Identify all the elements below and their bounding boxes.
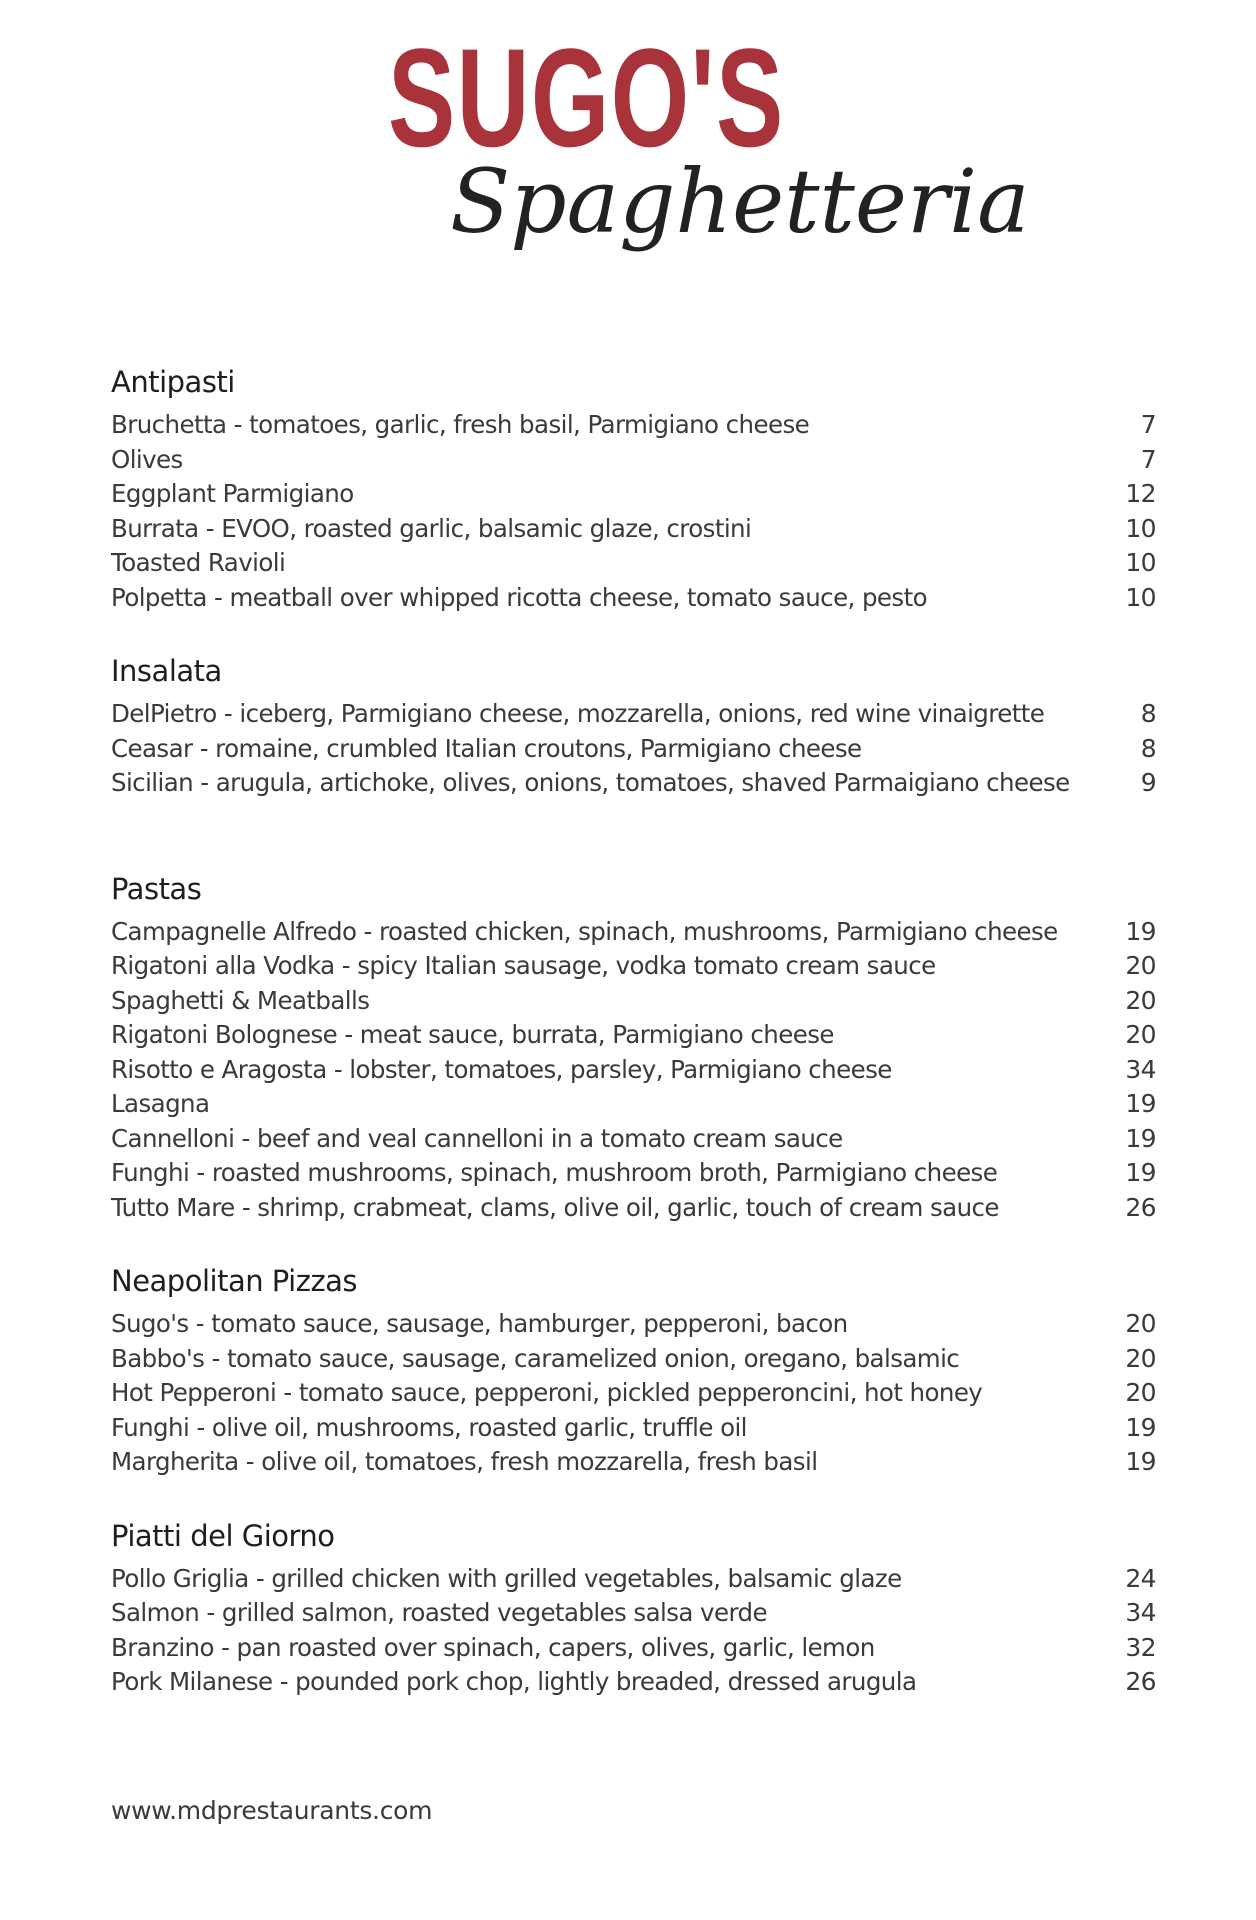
item-description: Burrata - EVOO, roasted garlic, balsamic glaze, crostini (111, 513, 752, 543)
item-price: 9 (1140, 768, 1156, 797)
item-description: Rigatoni Bolognese - meat sauce, burrata, Parmigiano cheese (111, 1020, 834, 1049)
section-spacer (111, 615, 1156, 645)
menu-item (111, 512, 1156, 547)
item-description: Spaghetti & Meatballs (111, 985, 370, 1015)
menu-item (111, 732, 1156, 767)
item-list (111, 1562, 1156, 1700)
item-price: 20 (1125, 1309, 1156, 1338)
menu-item (111, 1018, 1156, 1053)
item-list (111, 1307, 1156, 1480)
section-insalata (111, 645, 1156, 801)
item-price: 32 (1125, 1632, 1156, 1662)
item-price: 20 (1125, 951, 1156, 980)
item-price: 20 (1125, 1378, 1156, 1407)
menu-item (111, 915, 1156, 950)
item-description: Babbo's - tomato sauce, sausage, caramelized onion, oregano, balsamic (111, 1343, 960, 1373)
item-description: Sicilian - arugula, artichoke, olives, onions, tomatoes, shaved Parmaigiano cheese (111, 768, 1070, 797)
menu-item (111, 1156, 1156, 1191)
section-title: Pastas (111, 871, 202, 906)
restaurant-logo (380, 19, 1030, 272)
section-title: Piatti del Giorno (111, 1518, 335, 1553)
item-description: Branzino - pan roasted over spinach, capers, olives, garlic, lemon (111, 1632, 875, 1662)
section-spacer (111, 801, 1156, 863)
menu-item (111, 949, 1156, 984)
item-description: Pork Milanese - pounded pork chop, lightly breaded, dressed arugula (111, 1667, 917, 1696)
menu-item (111, 1342, 1156, 1377)
item-description: Campagnelle Alfredo - roasted chicken, spinach, mushrooms, Parmigiano cheese (111, 916, 1058, 946)
item-price: 26 (1125, 1192, 1156, 1222)
item-description: Cannelloni - beef and veal cannelloni in a tomato cream sauce (111, 1123, 843, 1153)
section-title: Insalata (111, 654, 222, 688)
item-description: Funghi - olive oil, mushrooms, roasted garlic, truffle oil (111, 1412, 747, 1442)
item-price: 7 (1140, 410, 1156, 439)
item-price: 26 (1125, 1667, 1156, 1696)
item-description: Pollo Griglia - grilled chicken with grilled vegetables, balsamic glaze (111, 1563, 902, 1593)
item-description: Toasted Ravioli (111, 548, 286, 577)
item-price: 19 (1125, 1412, 1156, 1442)
menu-item (111, 1191, 1156, 1226)
item-description: Salmon - grilled salmon, roasted vegetables salsa verde (111, 1598, 767, 1627)
item-description: Margherita - olive oil, tomatoes, fresh mozzarella, fresh basil (111, 1447, 818, 1476)
item-description: Funghi - roasted mushrooms, spinach, mushroom broth, Parmigiano cheese (111, 1158, 998, 1187)
menu-item (111, 581, 1156, 616)
menu-item (111, 1087, 1156, 1122)
section-pastas (111, 863, 1156, 1226)
menu-item (111, 984, 1156, 1019)
item-price: 10 (1125, 548, 1156, 577)
menu-item (111, 1053, 1156, 1088)
menu-item (111, 1596, 1156, 1631)
menu-item (111, 766, 1156, 801)
menu-item (111, 408, 1156, 443)
section-title: Neapolitan Pizzas (111, 1264, 358, 1298)
item-price: 8 (1140, 733, 1156, 763)
item-description: Risotto e Aragosta - lobster, tomatoes, parsley, Parmigiano cheese (111, 1054, 892, 1084)
item-description: Eggplant Parmigiano (111, 479, 354, 508)
section-piatti-del-giorno (111, 1510, 1156, 1700)
item-description: Bruchetta - tomatoes, garlic, fresh basil, Parmigiano cheese (111, 410, 810, 439)
item-description: Hot Pepperoni - tomato sauce, pepperoni, pickled pepperoncini, hot honey (111, 1378, 983, 1407)
item-price: 19 (1125, 1123, 1156, 1153)
menu-item (111, 1411, 1156, 1446)
item-description: Sugo's - tomato sauce, sausage, hamburger, pepperoni, bacon (111, 1309, 848, 1338)
section-spacer (111, 1480, 1156, 1510)
item-price: 20 (1125, 1020, 1156, 1049)
section-spacer (111, 1225, 1156, 1255)
menu-item (111, 1445, 1156, 1480)
item-price: 34 (1125, 1598, 1156, 1627)
item-price: 20 (1125, 1343, 1156, 1373)
item-price: 19 (1125, 1158, 1156, 1187)
item-description: Lasagna (111, 1089, 210, 1118)
item-list (111, 697, 1156, 801)
item-price: 19 (1125, 916, 1156, 946)
item-price: 34 (1125, 1054, 1156, 1084)
menu-item (111, 443, 1156, 478)
section-neapolitan-pizzas (111, 1255, 1156, 1480)
menu-item (111, 697, 1156, 732)
item-price: 12 (1125, 479, 1156, 508)
item-price: 20 (1125, 985, 1156, 1015)
item-list (111, 915, 1156, 1226)
menu-item (111, 546, 1156, 581)
item-description: Tutto Mare - shrimp, crabmeat, clams, olive oil, garlic, touch of cream sauce (111, 1192, 999, 1222)
menu-body (111, 356, 1156, 1700)
item-price: 10 (1125, 582, 1156, 612)
item-description: Polpetta - meatball over whipped ricotta cheese, tomato sauce, pesto (111, 582, 928, 612)
item-description: Ceasar - romaine, crumbled Italian croutons, Parmigiano cheese (111, 733, 862, 763)
logo-name: SUGO'S (388, 19, 785, 176)
item-list (111, 408, 1156, 615)
section-title: Antipasti (111, 365, 235, 399)
menu-item (111, 477, 1156, 512)
menu-item (111, 1307, 1156, 1342)
menu-item (111, 1631, 1156, 1666)
item-price: 7 (1140, 444, 1156, 474)
item-price: 8 (1140, 699, 1156, 728)
section-antipasti (111, 356, 1156, 615)
item-price: 10 (1125, 513, 1156, 543)
menu-item (111, 1376, 1156, 1411)
logo-subtitle: Spaghetteria (450, 150, 1030, 253)
footer-website: www.mdprestaurants.com (111, 1796, 433, 1825)
item-description: DelPietro - iceberg, Parmigiano cheese, mozzarella, onions, red wine vinaigrette (111, 699, 1045, 728)
menu-item (111, 1122, 1156, 1157)
item-price: 24 (1125, 1563, 1156, 1593)
menu-item (111, 1562, 1156, 1597)
item-description: Olives (111, 444, 183, 474)
item-description: Rigatoni alla Vodka - spicy Italian sausage, vodka tomato cream sauce (111, 951, 936, 980)
menu-item (111, 1665, 1156, 1700)
item-price: 19 (1125, 1089, 1156, 1118)
item-price: 19 (1125, 1447, 1156, 1476)
